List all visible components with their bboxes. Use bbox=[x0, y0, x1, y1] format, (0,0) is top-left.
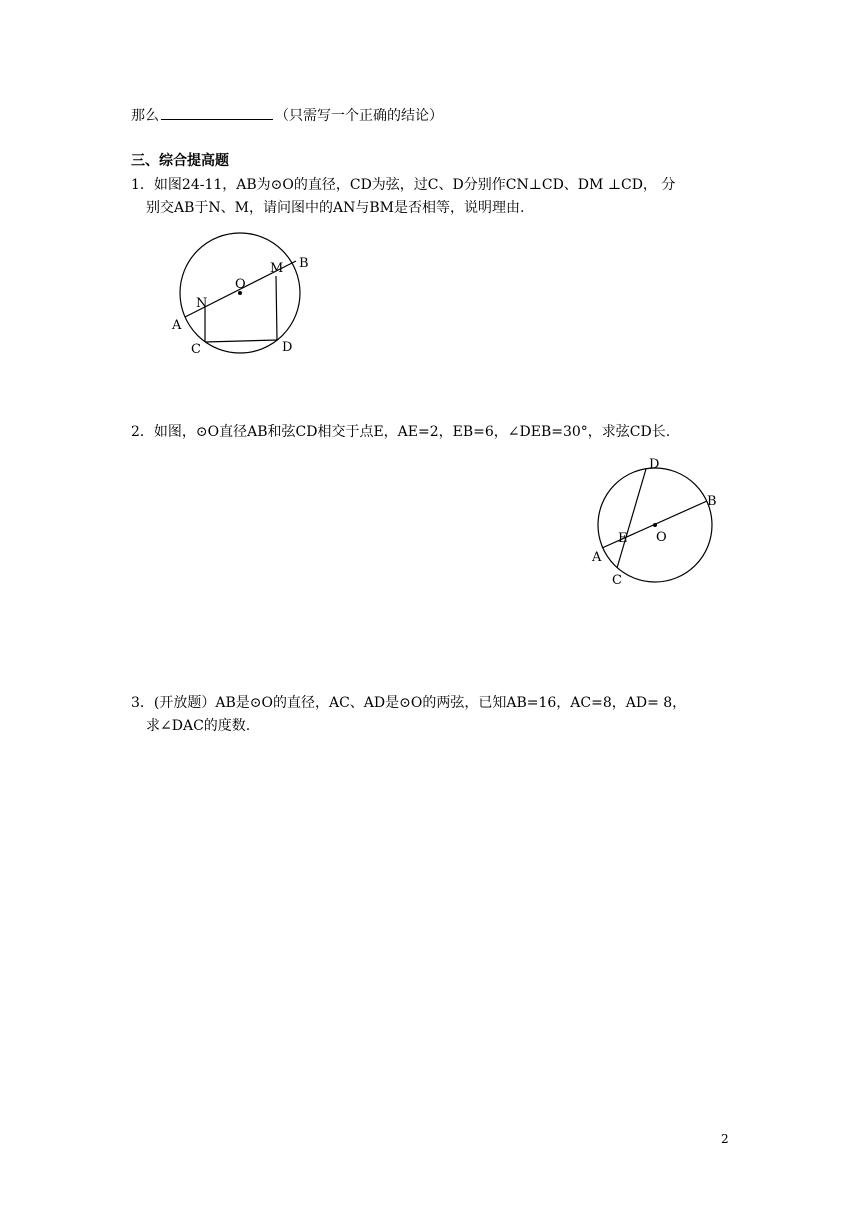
figure-2-chord-cd bbox=[617, 469, 646, 568]
figure-1-label-o: O bbox=[235, 277, 246, 292]
problem-1-line-1: 1．如图24-11，AB为⊙O的直径，CD为弦，过C、D分别作CN⊥CD、DM ⊥CD， 分 bbox=[131, 177, 676, 193]
section-heading: 三、综合提高题 bbox=[131, 153, 229, 169]
figure-2-label-d: D bbox=[649, 457, 660, 472]
figure-1-segment-dm bbox=[276, 276, 277, 340]
problem-3-line-1: 3．(开放题）AB是⊙O的直径，AC、AD是⊙O的两弦，已知AB=16，AC=8，AD= 8， bbox=[131, 695, 687, 711]
page-number: 2 bbox=[721, 1132, 729, 1146]
figure-2-label-c: C bbox=[612, 573, 622, 588]
figure-1-label-a: A bbox=[172, 318, 182, 333]
figure-2-label-a: A bbox=[592, 550, 602, 565]
answer-prompt-line bbox=[131, 106, 443, 125]
answer-suffix: （只需写一个正确的结论） bbox=[275, 108, 443, 124]
problem-3-line-2: 求∠DAC的度数. bbox=[146, 718, 251, 734]
figure-1-label-n: N bbox=[196, 296, 208, 311]
figure-1-circle-diagram bbox=[165, 235, 335, 365]
problem-1-line-2: 别交AB于N、M，请问图中的AN与BM是否相等，说明理由. bbox=[146, 200, 525, 216]
figure-1-label-d: D bbox=[282, 340, 293, 355]
figure-1-label-c: C bbox=[191, 342, 201, 357]
figure-2-label-o: O bbox=[656, 530, 667, 545]
figure-2-label-b: B bbox=[707, 494, 717, 509]
figure-1-chord-cd bbox=[205, 340, 277, 342]
figure-2-label-e: E bbox=[618, 531, 628, 546]
answer-blank[interactable] bbox=[161, 106, 273, 120]
figure-2-circle-diagram bbox=[585, 455, 725, 595]
figure-2-center-dot bbox=[653, 523, 657, 527]
figure-1-label-m: M bbox=[270, 261, 284, 276]
figure-1-label-b: B bbox=[299, 256, 309, 271]
problem-2-line-1: 2．如图，⊙O直径AB和弦CD相交于点E，AE=2，EB=6，∠DEB=30°，求弦CD长. bbox=[131, 424, 671, 440]
answer-prefix: 那么 bbox=[131, 108, 159, 124]
